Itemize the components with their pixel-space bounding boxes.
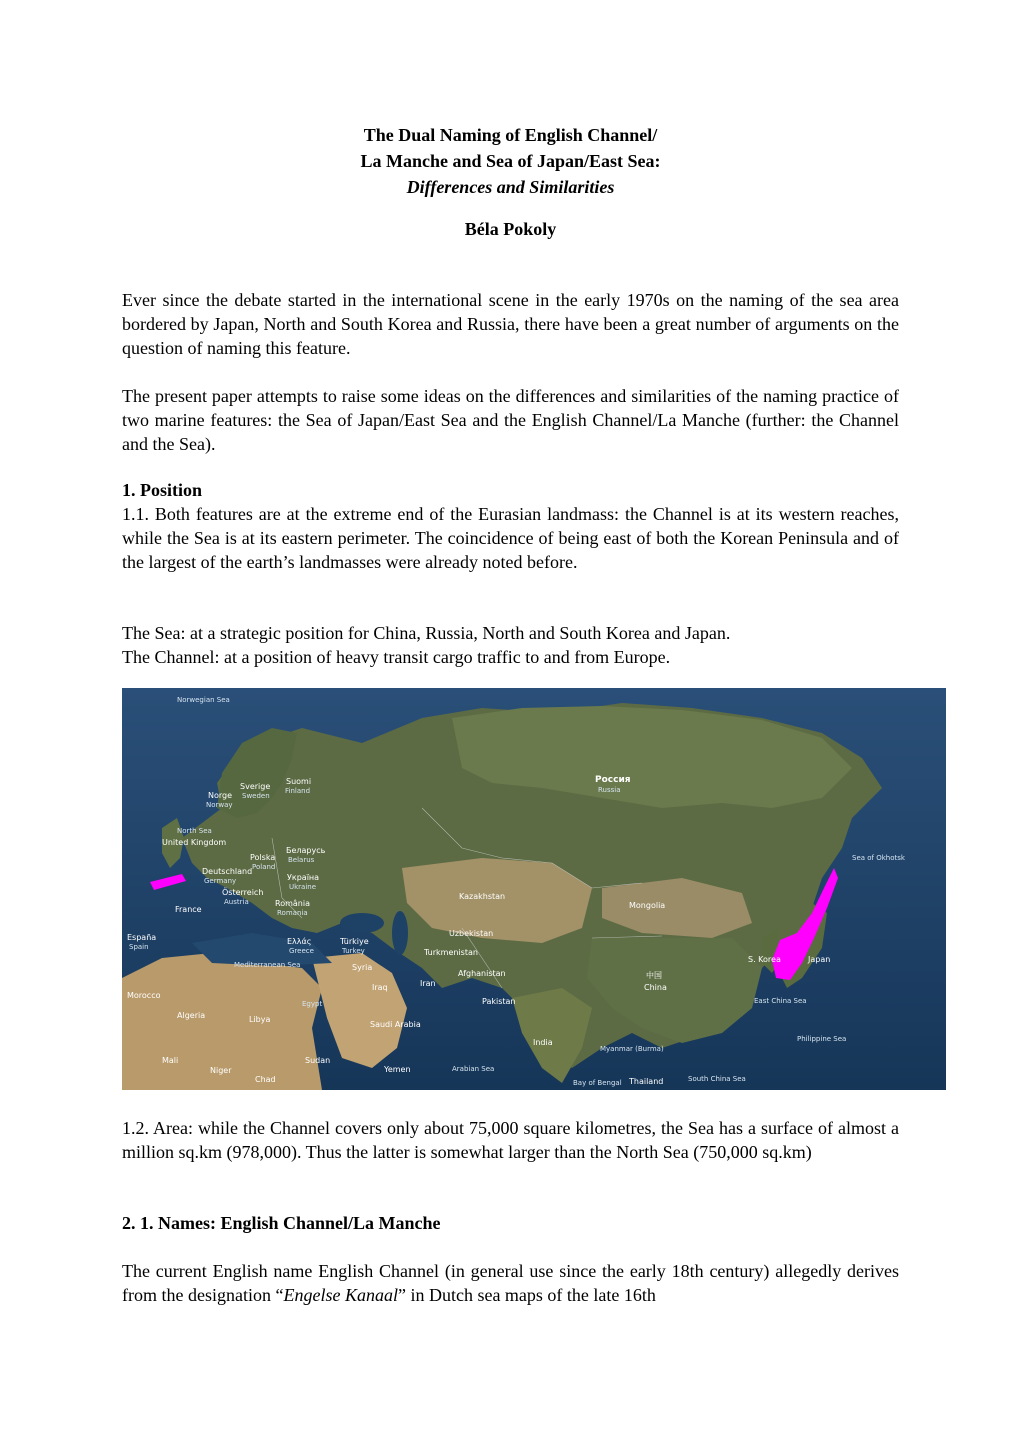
label-japan: Japan: [808, 955, 831, 964]
label-espana: España: [127, 933, 157, 942]
label-norway: Norway: [206, 801, 233, 809]
black-sea: [340, 913, 384, 933]
label-afghanistan: Afghanistan: [458, 969, 506, 978]
paragraph-names: [122, 1259, 899, 1307]
label-mediterranean: Mediterranean Sea: [234, 961, 301, 969]
label-russia: Russia: [598, 786, 621, 794]
label-turkey: Turkey: [342, 947, 365, 955]
caspian-sea: [392, 911, 408, 955]
label-spain: Spain: [129, 943, 149, 951]
label-suomi: Suomi: [286, 777, 312, 786]
label-iran: Iran: [420, 979, 436, 988]
label-sweden: Sweden: [242, 792, 270, 800]
paragraph-channel-position: The Channel: at a position of heavy transit cargo traffic to and from Europe.: [122, 647, 671, 667]
label-germany: Germany: [204, 877, 237, 885]
label-south-china-sea: South China Sea: [688, 1075, 746, 1083]
label-syria: Syria: [352, 963, 373, 972]
paragraph-sea-position: The Sea: at a strategic position for China, Russia, North and South Korea and Japan.: [122, 623, 731, 643]
label-myanmar: Myanmar (Burma): [600, 1045, 664, 1053]
paragraph-aim: The present paper attempts to raise some ideas on the differences and similarities of the naming practice of two marine features: the Sea of Japan/East Sea and the English Channel/La Manche (further: the Channel and the Sea).: [122, 386, 899, 454]
label-saudi-arabia: Saudi Arabia: [370, 1020, 421, 1029]
label-france: France: [175, 905, 202, 914]
paragraph-position: 1.1. Both features are at the extreme end of the Eurasian landmass: the Channel is at its western reaches, while the Sea is at its eastern perimeter. The coincidence of being east of both the Korean Peninsula and of the largest of the earth’s landmasses were already noted before.: [122, 504, 899, 572]
paragraph-intro: Ever since the debate started in the international scene in the early 1970s on the naming of the sea area bordered by Japan, North and South Korea and Russia, there have been a great number of arguments on the question of naming this feature.: [122, 290, 899, 358]
label-belarus: Belarus: [288, 856, 315, 864]
label-romania: România: [275, 899, 310, 908]
label-chad: Chad: [255, 1075, 276, 1084]
label-arabian-sea: Arabian Sea: [452, 1065, 495, 1073]
label-deutschland: Deutschland: [202, 867, 253, 876]
title-line-1: The Dual Naming of English Channel/: [363, 125, 658, 145]
label-egypt: Egypt: [302, 1000, 323, 1008]
label-philippine-sea: Philippine Sea: [797, 1035, 847, 1043]
label-sverige: Sverige: [240, 782, 271, 791]
label-s-korea: S. Korea: [748, 955, 781, 964]
label-morocco: Morocco: [127, 991, 161, 1000]
label-india: India: [533, 1038, 553, 1047]
author-name: Béla Pokoly: [464, 219, 557, 239]
label-norwegian-sea: Norwegian Sea: [177, 696, 230, 704]
names-text-a: The current English name English Channel (in general use since the early 18th century) allegedly derives from the designation “: [122, 1261, 899, 1305]
label-turkiye: Türkiye: [340, 937, 369, 946]
label-iraq: Iraq: [372, 983, 388, 992]
section-heading-position: 1. Position: [122, 480, 203, 500]
label-china-local: 中国: [646, 971, 662, 980]
names-text-italic: Engelse Kanaal: [283, 1285, 398, 1305]
label-polska: Polska: [250, 853, 276, 862]
label-bay-of-bengal: Bay of Bengal: [573, 1079, 622, 1087]
label-yemen: Yemen: [384, 1065, 411, 1074]
label-osterreich: Österreich: [222, 888, 264, 897]
label-niger: Niger: [210, 1066, 232, 1075]
paragraph-area: 1.2. Area: while the Channel covers only about 75,000 square kilometres, the Sea has a surface of almost a million sq.km (978,000). Thus the latter is somewhat larger than the North Sea (750,000 sq.km): [122, 1118, 899, 1162]
label-mongolia: Mongolia: [629, 901, 666, 910]
label-thailand: Thailand: [629, 1077, 664, 1086]
title-line-3: Differences and Similarities: [406, 177, 615, 197]
label-turkmenistan: Turkmenistan: [424, 948, 478, 957]
label-sudan: Sudan: [305, 1056, 331, 1065]
label-libya: Libya: [249, 1015, 271, 1024]
label-east-china-sea: East China Sea: [754, 997, 807, 1005]
label-austria: Austria: [224, 898, 249, 906]
title-line-2: La Manche and Sea of Japan/East Sea:: [360, 151, 661, 171]
label-norge: Norge: [208, 791, 233, 800]
label-algeria: Algeria: [177, 1011, 206, 1020]
label-romania-en: Romania: [277, 909, 308, 917]
label-mali: Mali: [162, 1056, 179, 1065]
label-ukraine-local: Україна: [287, 873, 320, 882]
label-belarus-local: Беларусь: [286, 846, 326, 855]
label-ukraine: Ukraine: [289, 883, 317, 891]
label-rossiya: Россия: [595, 775, 631, 785]
label-pakistan: Pakistan: [482, 997, 516, 1006]
label-kazakhstan: Kazakhstan: [459, 892, 506, 901]
label-china: China: [644, 983, 667, 992]
label-sea-of-okhotsk: Sea of Okhotsk: [852, 854, 905, 862]
eurasia-map: [122, 688, 946, 1090]
label-uzbekistan: Uzbekistan: [449, 929, 494, 938]
label-united-kingdom: United Kingdom: [162, 838, 227, 847]
section-heading-names: 2. 1. Names: English Channel/La Manche: [122, 1213, 441, 1233]
label-finland: Finland: [285, 787, 311, 795]
names-text-b: ” in Dutch sea maps of the late 16th: [397, 1285, 656, 1305]
label-north-sea: North Sea: [177, 827, 212, 835]
label-greece: Greece: [289, 947, 314, 955]
label-ellas: Ελλάς: [287, 937, 312, 946]
label-poland: Poland: [252, 863, 276, 871]
document-title: [122, 122, 899, 200]
